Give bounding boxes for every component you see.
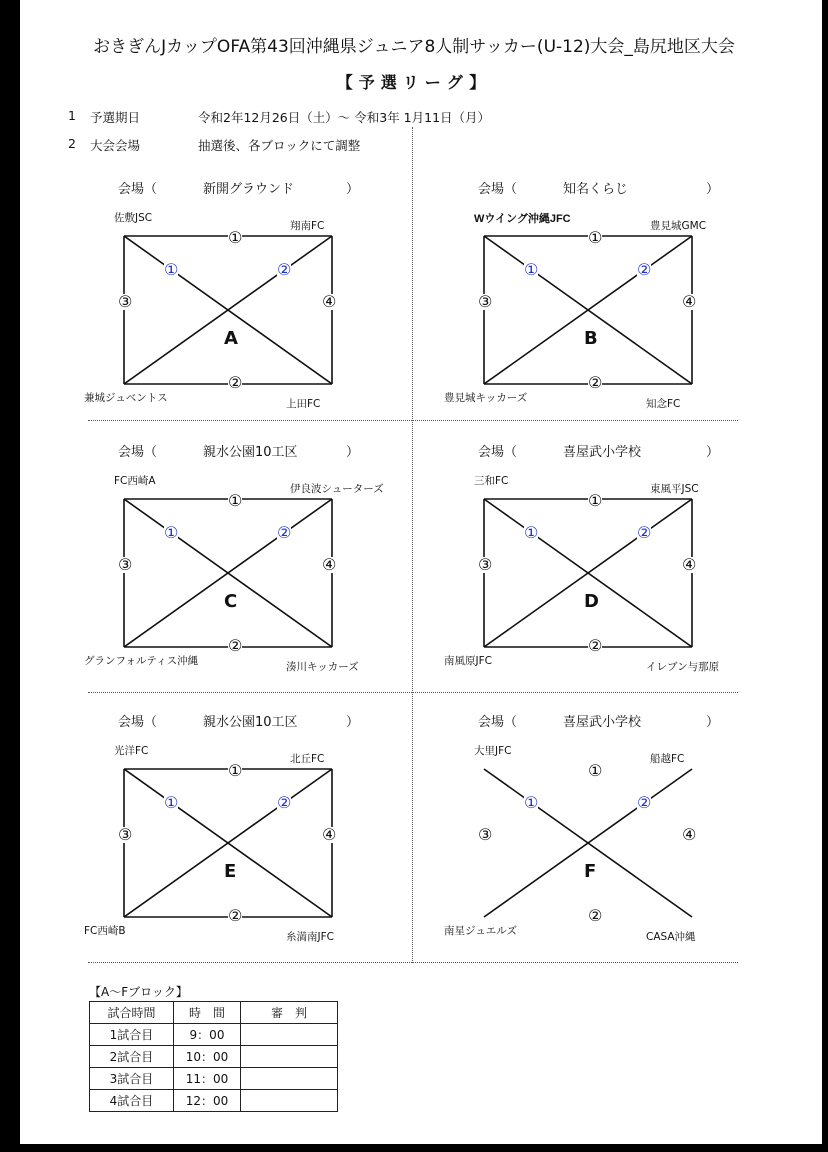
match-2-diagonal-mark: ②: [637, 260, 652, 279]
match-3-left-mark: ③: [118, 292, 133, 311]
venue-close: ）: [346, 715, 360, 730]
match-2-bottom-mark: ②: [228, 906, 243, 925]
block-letter: A: [224, 328, 238, 349]
team-top-right: 伊良波シューターズ: [290, 483, 384, 495]
league-block-c: [80, 441, 410, 691]
match-3-left-mark: ③: [478, 292, 493, 311]
page-right-edge: [822, 0, 828, 1152]
match-3-left-mark: ③: [118, 555, 133, 574]
match-1-diagonal-mark: ①: [164, 260, 179, 279]
team-bottom-left: 兼城ジュベントス: [84, 392, 168, 404]
info-row-venue: [68, 136, 568, 152]
match-1-top-mark: ①: [228, 228, 243, 247]
team-bottom-right: CASA沖縄: [646, 931, 696, 943]
team-bottom-left: FC西崎B: [84, 925, 126, 937]
league-block-b: [440, 178, 770, 428]
schedule-title: 【A～Fブロック】: [89, 985, 188, 999]
column-header: 時 間: [174, 1002, 241, 1024]
time-cell: 11：00: [174, 1068, 241, 1090]
page-left-edge: [0, 0, 20, 1152]
match-cell: 4試合目: [90, 1090, 174, 1112]
info-num: 2: [68, 136, 76, 151]
venue-close: ）: [706, 445, 720, 460]
team-top-right: 北丘FC: [290, 753, 325, 765]
team-bottom-left: グランフォルティス沖縄: [84, 655, 199, 667]
horizontal-divider: [88, 692, 738, 693]
team-top-right: 東風平JSC: [650, 483, 699, 495]
team-bottom-right: 上田FC: [286, 398, 321, 410]
match-4-right-mark: ④: [682, 555, 697, 574]
match-3-left-mark: ③: [118, 825, 133, 844]
info-label: 予選期日: [90, 110, 141, 125]
match-1-diagonal-mark: ①: [164, 793, 179, 812]
referee-cell: [241, 1046, 338, 1068]
info-label: 大会会場: [90, 138, 141, 153]
match-cell: 2試合目: [90, 1046, 174, 1068]
time-cell: 9：00: [174, 1024, 241, 1046]
venue-name: 知名くらじ: [563, 182, 629, 197]
referee-cell: [241, 1090, 338, 1112]
match-2-bottom-mark: ②: [588, 373, 603, 392]
team-bottom-left: 南星ジュエルズ: [444, 925, 517, 937]
horizontal-divider: [88, 962, 738, 963]
venue-label: 会場（: [478, 445, 518, 460]
page-bottom-edge: [0, 1144, 828, 1152]
document-subtitle: 【予選リーグ】: [336, 73, 492, 92]
block-letter: C: [224, 591, 238, 612]
team-bottom-right: 知念FC: [646, 398, 681, 410]
schedule-table: [89, 1001, 338, 1112]
info-value: 令和2年12月26日（土）～ 令和3年 1月11日（月）: [198, 110, 491, 125]
venue-name: 新開グラウンド: [203, 182, 295, 197]
league-block-a: [80, 178, 410, 428]
team-top-left: 三和FC: [474, 475, 509, 487]
match-1-diagonal-mark: ①: [524, 260, 539, 279]
time-cell: 12：00: [174, 1090, 241, 1112]
vertical-divider: [412, 127, 413, 963]
match-1-top-mark: ①: [228, 761, 243, 780]
table-row: [90, 1046, 338, 1068]
team-top-right: 翔南FC: [290, 220, 325, 232]
venue-name: 親水公園10工区: [203, 715, 298, 730]
venue-close: ）: [706, 182, 720, 197]
match-1-top-mark: ①: [588, 228, 603, 247]
block-letter: D: [584, 591, 599, 612]
match-2-diagonal-mark: ②: [277, 793, 292, 812]
team-top-left: 大里JFC: [474, 745, 512, 757]
venue-name: 親水公園10工区: [203, 445, 298, 460]
match-2-diagonal-mark: ②: [277, 260, 292, 279]
block-letter: F: [584, 861, 597, 882]
match-1-diagonal-mark: ①: [524, 793, 539, 812]
team-top-right: 豊見城GMC: [650, 220, 707, 232]
time-cell: 10：00: [174, 1046, 241, 1068]
match-4-right-mark: ④: [322, 292, 337, 311]
team-bottom-left: 南風原JFC: [444, 655, 492, 667]
column-header: 試合時間: [90, 1002, 174, 1024]
match-2-diagonal-mark: ②: [637, 793, 652, 812]
venue-name: 喜屋武小学校: [563, 445, 642, 460]
league-block-f: [440, 711, 770, 961]
match-3-left-mark: ③: [478, 825, 493, 844]
venue-name: 喜屋武小学校: [563, 715, 642, 730]
match-1-top-mark: ①: [588, 761, 603, 780]
venue-label: 会場（: [478, 715, 518, 730]
referee-cell: [241, 1068, 338, 1090]
match-2-bottom-mark: ②: [228, 636, 243, 655]
team-top-left: FC西崎A: [114, 475, 156, 487]
document-title: おきぎんJカップOFA第43回沖縄県ジュニア8人制サッカー(U-12)大会_島尻地区大会: [93, 37, 735, 57]
team-bottom-right: 湊川キッカーズ: [286, 661, 359, 673]
match-2-bottom-mark: ②: [228, 373, 243, 392]
team-bottom-right: イレブン与那原: [646, 661, 720, 673]
match-1-top-mark: ①: [228, 491, 243, 510]
match-1-diagonal-mark: ①: [524, 523, 539, 542]
venue-label: 会場（: [118, 445, 158, 460]
match-4-right-mark: ④: [322, 825, 337, 844]
match-1-diagonal-mark: ①: [164, 523, 179, 542]
league-block-e: [80, 711, 410, 961]
table-row: [90, 1090, 338, 1112]
team-top-left: 佐敷JSC: [114, 212, 153, 224]
venue-label: 会場（: [478, 182, 518, 197]
referee-cell: [241, 1024, 338, 1046]
venue-label: 会場（: [118, 715, 158, 730]
match-2-diagonal-mark: ②: [637, 523, 652, 542]
league-block-d: [440, 441, 770, 691]
team-top-left: Wウイング沖縄JFC: [474, 213, 571, 225]
match-2-bottom-mark: ②: [588, 906, 603, 925]
venue-close: ）: [346, 182, 360, 197]
team-bottom-right: 糸満南JFC: [286, 931, 334, 943]
info-value: 抽選後、各ブロックにて調整: [198, 138, 361, 153]
block-letter: E: [224, 861, 237, 882]
match-cell: 3試合目: [90, 1068, 174, 1090]
table-header-row: [90, 1002, 338, 1024]
block-letter: B: [584, 328, 598, 349]
match-1-top-mark: ①: [588, 491, 603, 510]
venue-close: ）: [706, 715, 720, 730]
table-row: [90, 1024, 338, 1046]
team-top-right: 船越FC: [650, 753, 685, 765]
info-num: 1: [68, 108, 76, 123]
match-4-right-mark: ④: [682, 292, 697, 311]
info-row-period: [68, 108, 568, 124]
venue-label: 会場（: [118, 182, 158, 197]
match-cell: 1試合目: [90, 1024, 174, 1046]
match-3-left-mark: ③: [478, 555, 493, 574]
venue-close: ）: [346, 445, 360, 460]
team-top-left: 光洋FC: [114, 745, 149, 757]
match-4-right-mark: ④: [682, 825, 697, 844]
table-row: [90, 1068, 338, 1090]
column-header: 審 判: [241, 1002, 338, 1024]
match-4-right-mark: ④: [322, 555, 337, 574]
match-2-bottom-mark: ②: [588, 636, 603, 655]
match-2-diagonal-mark: ②: [277, 523, 292, 542]
team-bottom-left: 豊見城キッカーズ: [444, 392, 528, 404]
